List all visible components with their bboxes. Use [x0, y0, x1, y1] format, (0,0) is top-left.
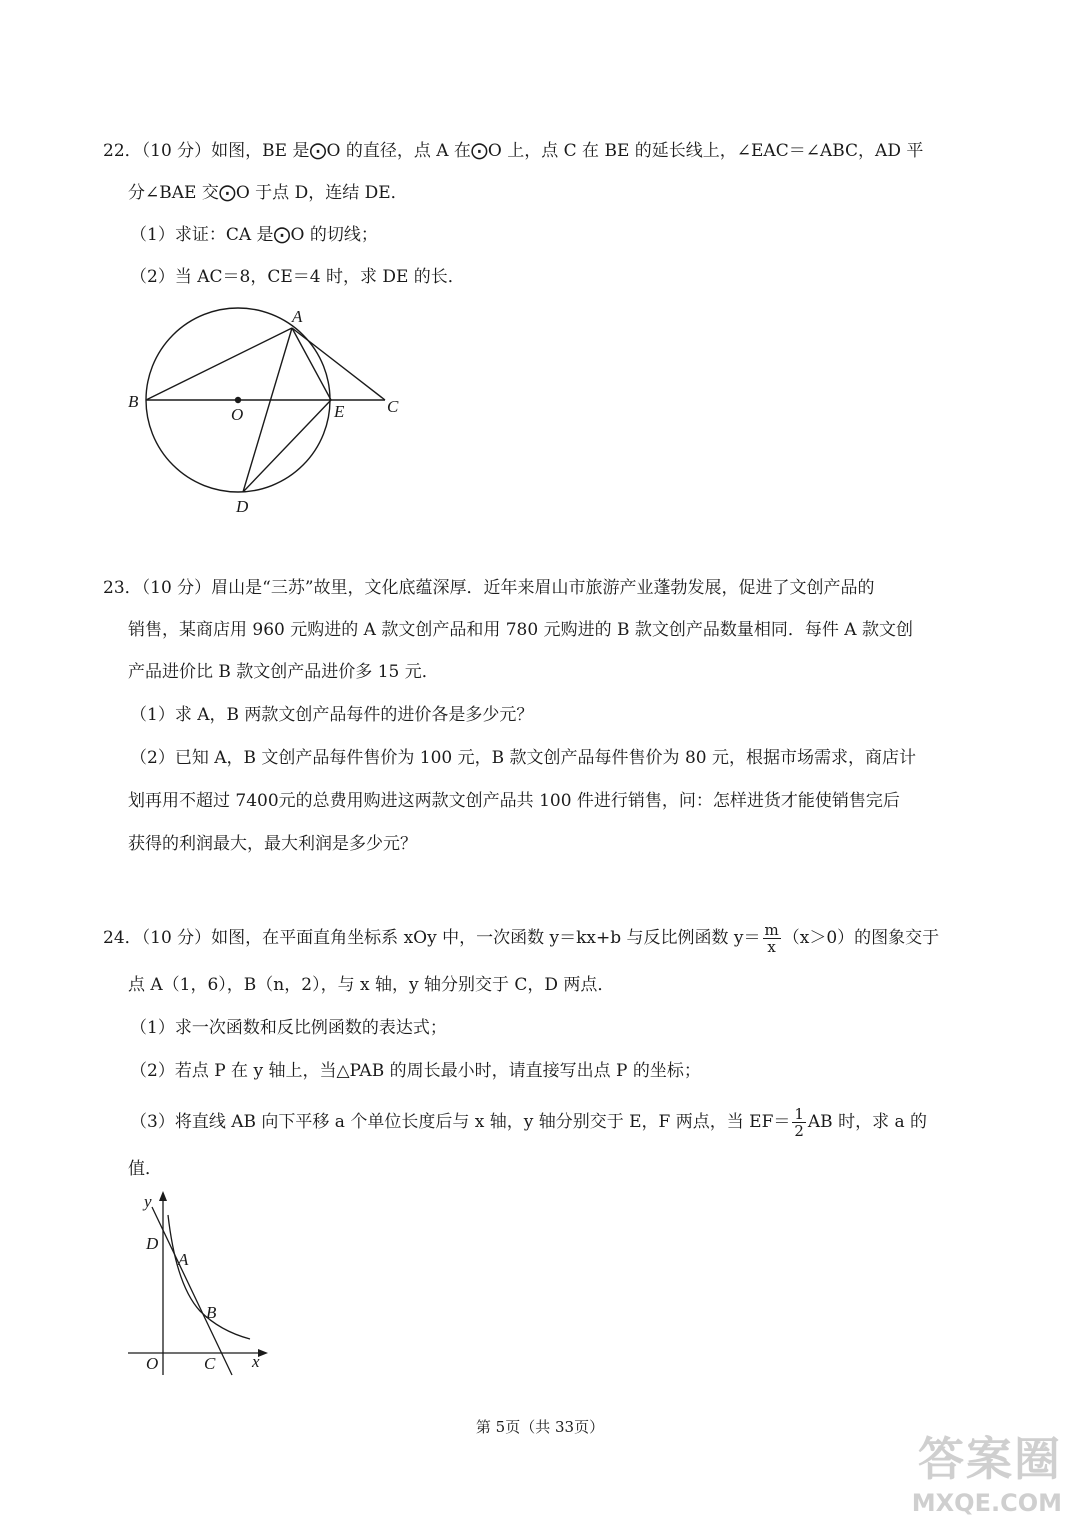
segment-ad: [243, 328, 292, 492]
q22-line-1: 22．（10 分）如图，BE 是⨀O 的直径，点 A 在⨀O 上，点 C 在 BE 的延长线上，∠EAC＝∠ABC，AD 平: [103, 141, 924, 161]
label-d: D: [236, 497, 249, 516]
q22-line-2: 分∠BAE 交⨀O 于点 D，连结 DE．: [128, 183, 408, 203]
page-number-footer: 第 5页（共 33页）: [475, 1418, 605, 1436]
q24-line-1-text-b: （x＞0）的图象交于: [782, 928, 940, 948]
q24-coordinate-figure: [120, 1185, 280, 1385]
q24-subquestion-3-text-b: AB 时，求 a 的: [807, 1112, 928, 1132]
fraction-denominator: 2: [794, 1122, 804, 1140]
fraction-numerator: m: [764, 921, 779, 939]
watermark: [912, 1423, 1062, 1517]
q23-line-3: 产品进价比 B 款文创产品进价多 15 元．: [128, 662, 439, 682]
label-b: B: [206, 1303, 217, 1322]
label-c: C: [204, 1354, 216, 1373]
q22-subquestion-1: （1）求证：CA 是⨀O 的切线；: [130, 225, 378, 245]
q24-line-2: 点 A（1，6），B（n，2），与 x 轴，y 轴分别交于 C，D 两点．: [128, 975, 615, 995]
watermark-url: MXQE.COM: [911, 1489, 1062, 1517]
label-o: O: [231, 405, 244, 424]
segment-ac: [292, 328, 385, 400]
q24-subquestion-1: （1）求一次函数和反比例函数的表达式；: [130, 1018, 447, 1038]
label-b: B: [128, 392, 139, 411]
label-y: y: [144, 1192, 152, 1211]
q23-subquestion-2-line-1: （2）已知 A，B 文创产品每件售价为 100 元，B 款文创产品每件售价为 80 元，根据市场需求，商店计: [130, 748, 916, 768]
label-a: A: [178, 1250, 189, 1269]
segment-ba: [146, 328, 292, 400]
center-point-o: [235, 397, 241, 403]
label-a: A: [292, 307, 303, 326]
fraction-m-over-x: [763, 922, 781, 955]
q23-line-1: 23．（10 分）眉山是“三苏”故里，文化底蕴深厚．近年来眉山市旅游产业蓬勃发展，促进了文创产品的: [103, 578, 875, 598]
q24-subquestion-3: [130, 1106, 927, 1139]
label-o: O: [146, 1354, 159, 1373]
watermark-logo: 答案圈: [918, 1432, 1062, 1486]
q22-circle-figure: [120, 300, 420, 525]
q24-line-1: [103, 922, 939, 955]
q23-subquestion-2-line-3: 获得的利润最大，最大利润是多少元？: [128, 834, 417, 854]
label-e: E: [334, 402, 345, 421]
label-x: x: [252, 1352, 260, 1371]
q24-subquestion-3-text-a: （3）将直线 AB 向下平移 a 个单位长度后与 x 轴，y 轴分别交于 E，F 两点，当 EF＝: [130, 1112, 791, 1132]
fraction-one-half: [792, 1106, 806, 1139]
q22-subquestion-2: （2）当 AC＝8，CE＝4 时，求 DE 的长．: [130, 267, 465, 287]
q23-subquestion-1: （1）求 A，B 两款文创产品每件的进价各是多少元？: [130, 705, 534, 725]
q24-subquestion-2: （2）若点 P 在 y 轴上，当△PAB 的周长最小时，请直接写出点 P 的坐标；: [130, 1061, 701, 1081]
q23-line-2: 销售，某商店用 960 元购进的 A 款文创产品和用 780 元购进的 B 款文创产品数量相同．每件 A 款文创: [128, 620, 913, 640]
line-ab: [152, 1207, 232, 1375]
label-c: C: [387, 397, 399, 416]
fraction-denominator: x: [767, 938, 776, 956]
q23-subquestion-2-line-2: 划再用不超过 7400元的总费用购进这两款文创产品共 100 件进行销售，问：怎样进货才能使销售完后: [128, 791, 900, 811]
y-axis-arrow: [159, 1191, 167, 1201]
segment-ae: [292, 328, 331, 400]
q24-subquestion-3-line-2: 值．: [128, 1159, 162, 1179]
label-d: D: [146, 1234, 159, 1253]
fraction-numerator: 1: [794, 1105, 804, 1123]
q24-line-1-text-a: 24．（10 分）如图，在平面直角坐标系 xOy 中，一次函数 y＝kx+b 与反比例函数 y＝: [103, 928, 761, 948]
